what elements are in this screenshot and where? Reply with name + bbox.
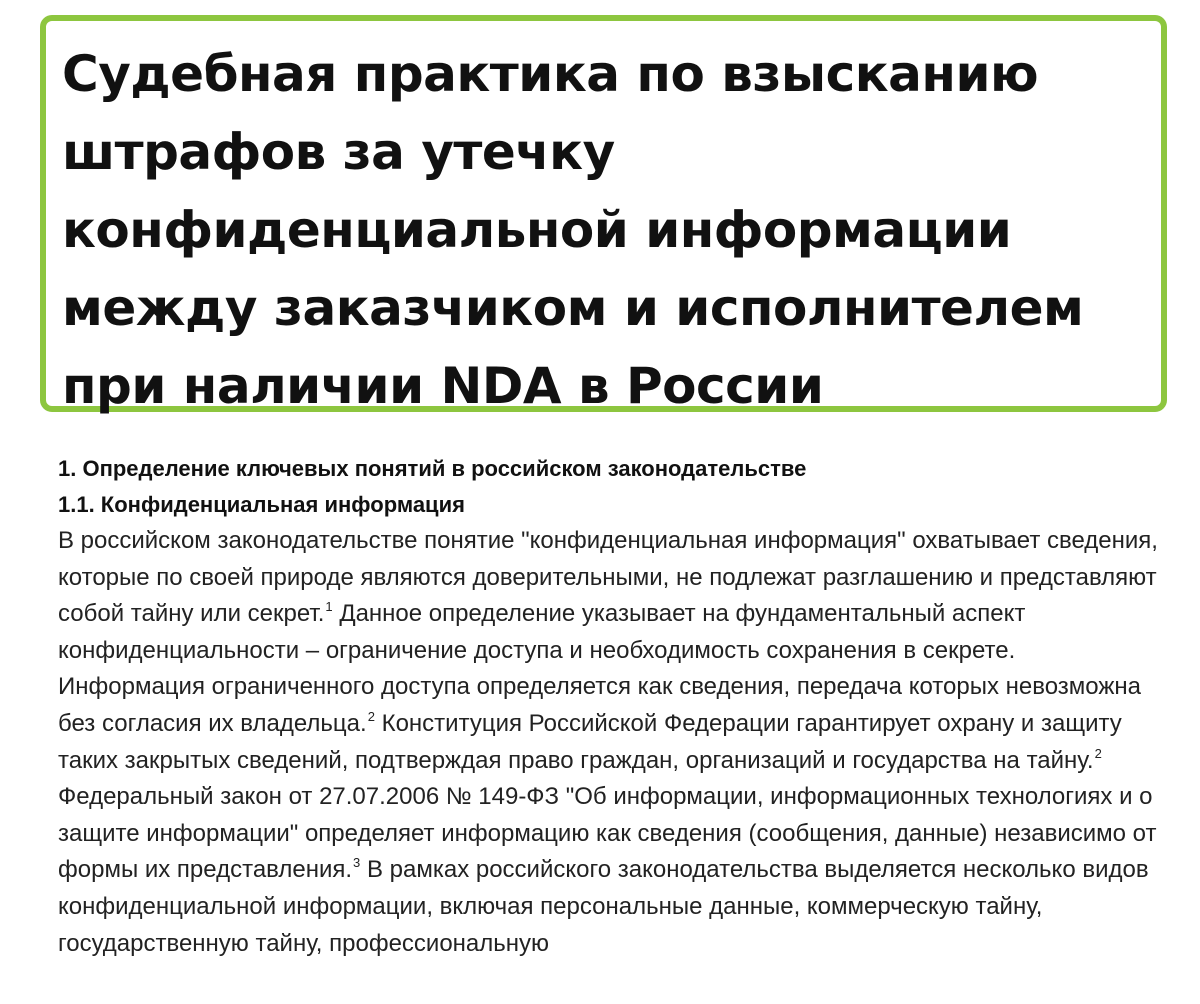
section-heading: 1. Определение ключевых понятий в российском законодательстве — [58, 456, 807, 481]
subsection-heading: 1.1. Конфиденциальная информация — [58, 492, 465, 517]
paragraph-text: Конституция Российской Федерации гарантирует охрану и защиту таких закрытых сведений, подтверждая право граждан, организаций и государства на тайну. — [58, 709, 1122, 774]
paragraph-text: В российском законодательстве понятие "конфиденциальная информация" охватывает сведения, которые по своей природе являются доверительными, не подлежат разглашению и представляют собой тайну или секрет. — [58, 527, 1158, 628]
page-title: Судебная практика по взысканию штрафов за утечку конфиденциальной информации между заказчиком и исполнителем при наличии NDA в России — [62, 45, 1084, 415]
title-box — [40, 15, 1167, 415]
paragraph-text: В рамках российского законодательства выделяется несколько видов конфиденциальной информации, включая персональные данные, коммерческую тайну, государственную тайну, профессиональную — [58, 856, 1149, 957]
document-body — [58, 451, 1168, 962]
footnote-ref[interactable]: 1 — [325, 599, 333, 615]
footnote-ref[interactable]: 2 — [367, 708, 375, 724]
paragraph-text: Данное определение указывает на фундаментальный аспект конфиденциальности – ограничение доступа и необходимость сохранения в секрете. Информация ограниченного доступа определяется как сведения, передача которых невозможна без согласия их владельца. — [58, 600, 1142, 737]
paragraph — [58, 523, 1168, 779]
footnote-ref[interactable]: 3 — [353, 855, 361, 871]
paragraph-text: Федеральный закон от 27.07.2006 № 149-ФЗ "Об информации, информационных технологиях и о защите информации" определяет информацию как сведения (сообщения, данные) независимо от формы их представления. — [58, 783, 1157, 884]
paragraph — [58, 779, 1168, 962]
footnote-ref[interactable]: 2 — [1094, 745, 1102, 761]
